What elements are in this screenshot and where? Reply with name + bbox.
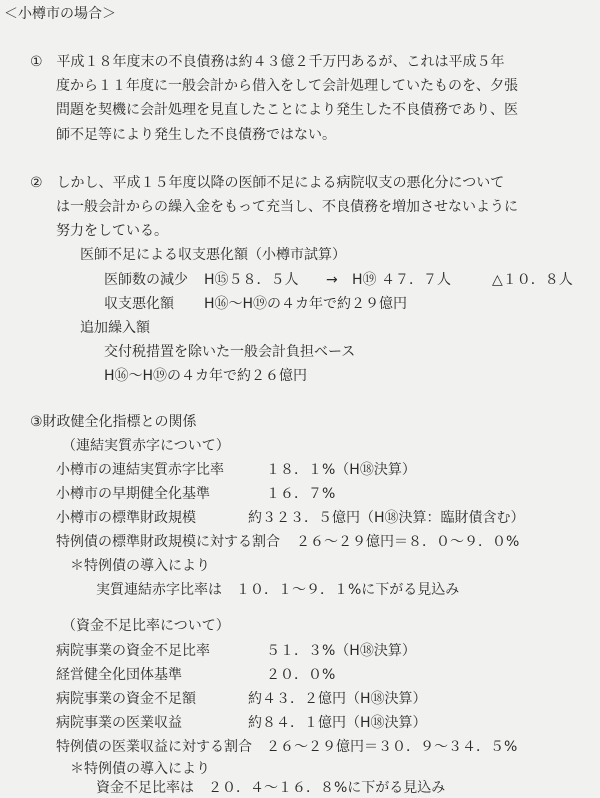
row-label: 小樽市の標準財政規模 [56, 510, 196, 526]
row-value: ２６〜２９億円＝３０．９〜３４．５% [266, 739, 518, 755]
note2: ＊特例債の導入により [70, 761, 210, 777]
section3-sub1: （連結実質赤字について） [62, 438, 230, 454]
table-row [56, 532, 596, 552]
row-label: 特例債の医業収益に対する割合 [56, 739, 252, 755]
deficit-row [104, 294, 564, 314]
row-label: 病院事業の資金不足額 [56, 691, 196, 707]
row-value: １８．１%（H⑱決算） [266, 462, 416, 478]
doctors-to: H⑲ ４７．７人 [352, 272, 451, 288]
section1-line-4: 師不足等により発生した不良債務ではない。 [56, 127, 336, 143]
row-label: 病院事業の資金不足比率 [56, 643, 210, 659]
section2-line-3: 努力をしている。 [56, 223, 168, 239]
row-value: 約４３．２億円（H⑱決算） [248, 691, 427, 707]
doctors-arrow: → [326, 272, 338, 288]
table-row [56, 665, 596, 685]
doctors-label: 医師数の減少 [104, 272, 188, 288]
extra-title: 追加繰入額 [80, 320, 150, 336]
table-row [56, 641, 596, 661]
note1-detail: 実質連結赤字比率は １０．１〜９．１%に下がる見込み [96, 582, 460, 598]
deficit-value: H⑯〜H⑲の４カ年で約２９億円 [204, 296, 408, 312]
section2-line-1: ② しかし、平成１５年度以降の医師不足による病院収支の悪化分について [30, 175, 505, 191]
note1: ＊特例債の導入により [70, 558, 210, 574]
row-label: 特例債の標準財政規模に対する割合 [56, 534, 280, 550]
table-row [56, 460, 596, 480]
table-row [56, 737, 596, 757]
doctors-delta: △１０．８人 [492, 272, 573, 288]
row-value: 約８４．１億円（H⑱決算） [248, 715, 427, 731]
document-heading: ＜小樽市の場合＞ [4, 6, 116, 22]
section1-line-2: 度から１１年度に一般会計から借入をして会計処理していたものを、夕張 [56, 78, 518, 94]
section3-title: ③財政健全化指標との関係 [30, 414, 197, 430]
doctors-from: H⑮５８．５人 [204, 272, 299, 288]
row-value: ５１．３%（H⑱決算） [266, 643, 416, 659]
table-row [56, 508, 596, 528]
row-value: ２０．０% [266, 667, 336, 683]
section1-line-3: 問題を契機に会計処理を見直したことにより発生した不良債務であり、医 [56, 102, 518, 118]
section3-sub2: （資金不足比率について） [62, 618, 230, 634]
deficit-title: 医師不足による収支悪化額（小樽市試算） [80, 247, 346, 263]
row-value: 約３２３．５億円（H⑱決算：臨財債含む） [248, 510, 525, 526]
row-label: 小樽市の連結実質赤字比率 [56, 462, 224, 478]
deficit-label: 収支悪化額 [104, 296, 174, 312]
table-row [56, 713, 596, 733]
note2-detail: 資金不足比率は ２０．４〜１６．８%に下がる見込み [96, 780, 446, 796]
row-label: 小樽市の早期健全化基準 [56, 486, 210, 502]
row-value: １６．７% [266, 486, 336, 502]
section2-line-2: は一般会計からの繰入金をもって充当し、不良債務を増加させないように [56, 199, 518, 215]
extra-line-1: 交付税措置を除いた一般会計負担ベース [104, 344, 356, 360]
row-value: ２６〜２９億円＝８．０〜９．０% [296, 534, 520, 550]
table-row [56, 689, 596, 709]
row-label: 経営健全化団体基準 [56, 667, 182, 683]
table-row [56, 484, 596, 504]
doctors-row [104, 270, 594, 290]
row-label: 病院事業の医業収益 [56, 715, 182, 731]
section1-line-1: ① 平成１８年度末の不良債務は約４３億２千万円あるが、これは平成５年 [30, 54, 505, 70]
extra-line-2: H⑯〜H⑲の４カ年で約２６億円 [104, 368, 308, 384]
